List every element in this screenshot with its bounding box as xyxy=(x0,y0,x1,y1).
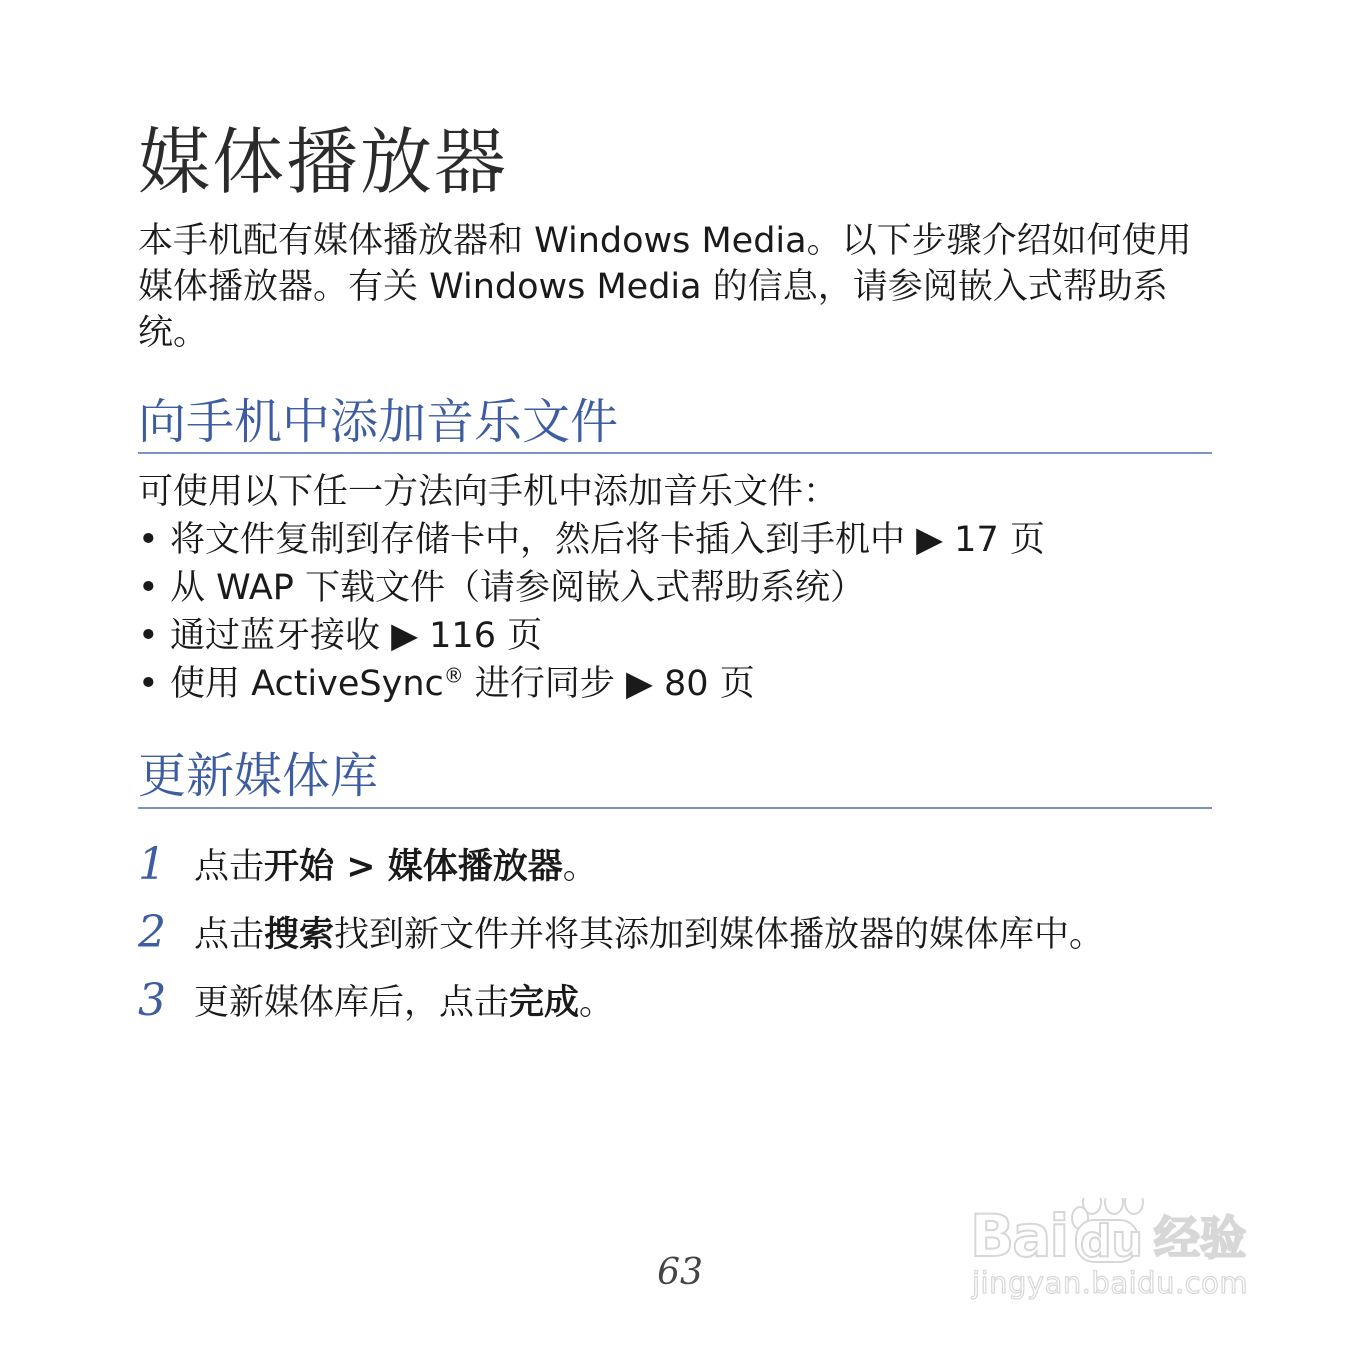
watermark-url: jingyan.baidu.com xyxy=(972,1266,1249,1300)
svg-text:Bai: Bai xyxy=(970,1202,1068,1268)
baidu-logo-icon xyxy=(968,1198,1278,1268)
page-number: 63 xyxy=(657,1252,703,1293)
list-item-text: 使用 ActiveSync xyxy=(170,664,444,704)
list-item-text: 将文件复制到存储卡中，然后将卡插入到手机中 ▶ 17 页 xyxy=(170,520,1045,560)
intro-paragraph: 本手机配有媒体播放器和 Windows Media。以下步骤介绍如何使用媒体播放器。有关 Windows Media 的信息，请参阅嵌入式帮助系统。 xyxy=(138,221,1192,353)
step-text xyxy=(194,839,598,889)
page-title: 媒体播放器 xyxy=(138,120,509,204)
section-divider xyxy=(138,452,1212,454)
list-item xyxy=(138,660,1045,708)
step-text xyxy=(194,975,614,1025)
step-text-plain: 找到新文件并将其添加到媒体播放器的媒体库中。 xyxy=(334,915,1105,955)
list-item xyxy=(138,612,1045,660)
step-number: 2 xyxy=(138,906,166,958)
list-item xyxy=(138,564,1045,612)
step-text-plain: 更新媒体库后，点击 xyxy=(194,983,510,1023)
section-heading-update-library: 更新媒体库 xyxy=(138,748,379,804)
registered-mark: ® xyxy=(443,663,464,688)
list-item-text: 从 WAP 下载文件（请参阅嵌入式帮助系统） xyxy=(170,568,865,608)
step-text-plain: 。 xyxy=(562,847,598,887)
list-item-text: 进行同步 ▶ 80 页 xyxy=(463,664,755,704)
step-text-plain: 点击 xyxy=(194,915,265,955)
bullet-icon: • xyxy=(138,664,159,704)
step-number: 1 xyxy=(138,838,166,890)
step-ui-term: 搜索 xyxy=(264,915,335,955)
step-text xyxy=(194,907,1104,957)
bullet-icon: • xyxy=(138,520,159,560)
step-item xyxy=(138,898,1104,966)
svg-text:经验: 经验 xyxy=(1154,1211,1246,1265)
section-divider xyxy=(138,807,1212,809)
step-ui-term: 开始 > 媒体播放器 xyxy=(264,847,563,887)
svg-text:du: du xyxy=(1080,1216,1143,1267)
add-music-lead: 可使用以下任一方法向手机中添加音乐文件： xyxy=(138,472,839,512)
step-text-plain: 。 xyxy=(579,983,615,1023)
bullet-icon: • xyxy=(138,568,159,608)
step-item xyxy=(138,966,1104,1034)
list-item-text: 通过蓝牙接收 ▶ 116 页 xyxy=(170,616,543,656)
section-heading-add-music: 向手机中添加音乐文件 xyxy=(138,394,619,450)
step-text-plain: 点击 xyxy=(194,847,265,887)
update-library-steps xyxy=(138,830,1104,1034)
baidu-watermark xyxy=(968,1150,1288,1310)
bullet-icon: • xyxy=(138,616,159,656)
add-music-methods-list xyxy=(138,516,1045,708)
step-number: 3 xyxy=(138,974,166,1026)
step-ui-term: 完成 xyxy=(509,983,580,1023)
step-item xyxy=(138,830,1104,898)
list-item xyxy=(138,516,1045,564)
